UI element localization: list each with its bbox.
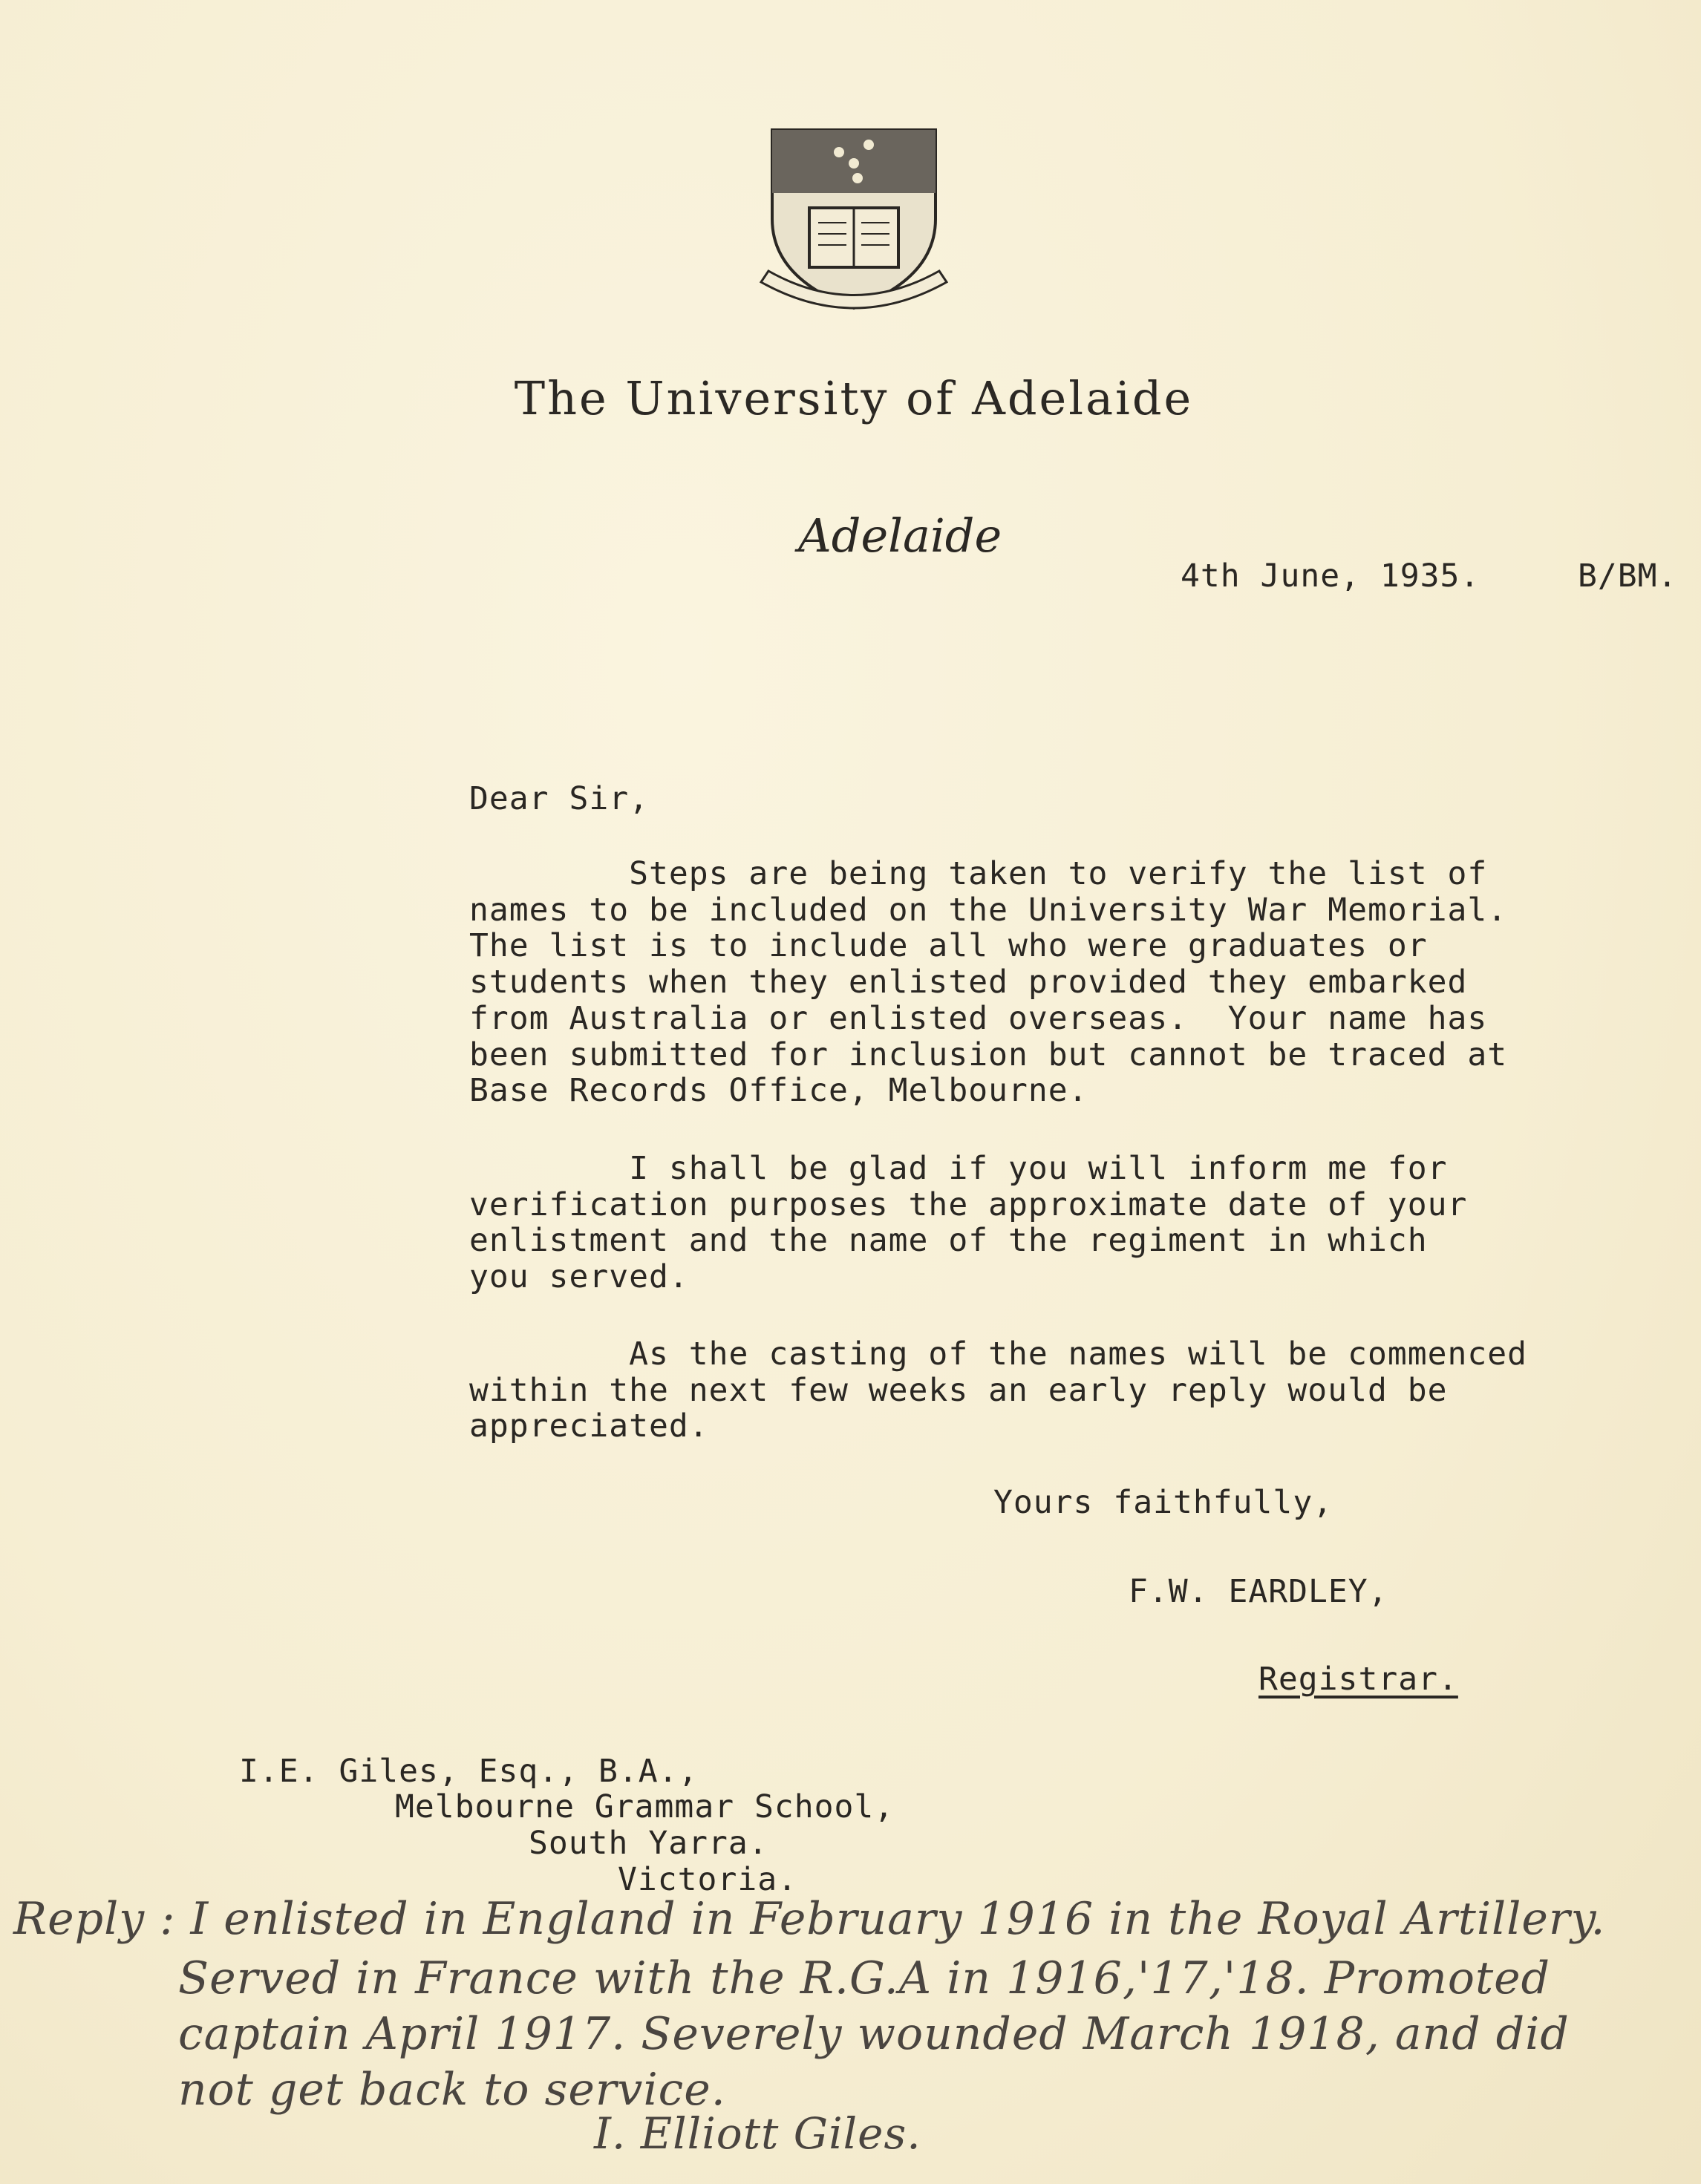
signer-name: F.W. EARDLEY, [1129,1573,1388,1610]
letter-date: 4th June, 1935. [1181,558,1480,595]
signer-title: Registrar. [1258,1661,1458,1698]
closing: Yours faithfully, [993,1484,1333,1521]
handwritten-reply-line: Served in France with the R.G.A in 1916,'17,'18. Promoted [178,1952,1551,2004]
institution-name: The University of Adelaide [514,371,1194,425]
recipient-address-line: Victoria. [618,1861,797,1898]
university-crest-logo [757,122,950,323]
salutation: Dear Sir, [469,780,649,817]
recipient-address-line: Melbourne Grammar School, [395,1788,895,1825]
body-paragraph-3: As the casting of the names will be commenced within the next few weeks an early reply would be appreciated. [469,1335,1528,1445]
body-paragraph-1: Steps are being taken to verify the list of names to be included on the University War Memorial. The list is to include all who were graduates or students when they enlisted provided they embarked from Australia or enlisted overseas. Your name has been submitted for inclusion but cannot be traced at Base Records Office, Melbourne. [469,855,1508,1110]
handwritten-signature: I. Elliott Giles. [594,2108,921,2159]
reference-code: B/BM. [1578,558,1678,595]
recipient-name: I.E. Giles, Esq., B.A., [239,1753,699,1790]
handwritten-reply-line: not get back to service. [178,2064,726,2116]
handwritten-reply-line: Reply : I enlisted in England in February 1916 in the Royal Artillery. [13,1893,1606,1945]
body-paragraph-2: I shall be glad if you will inform me for verification purposes the approximate date of your enlistment and the name of the regiment in which you served. [469,1150,1468,1296]
handwritten-reply-line: captain April 1917. Severely wounded March 1918, and did [178,2008,1570,2060]
letterhead-city: Adelaide [798,509,1002,563]
recipient-address-line: South Yarra. [529,1825,768,1862]
